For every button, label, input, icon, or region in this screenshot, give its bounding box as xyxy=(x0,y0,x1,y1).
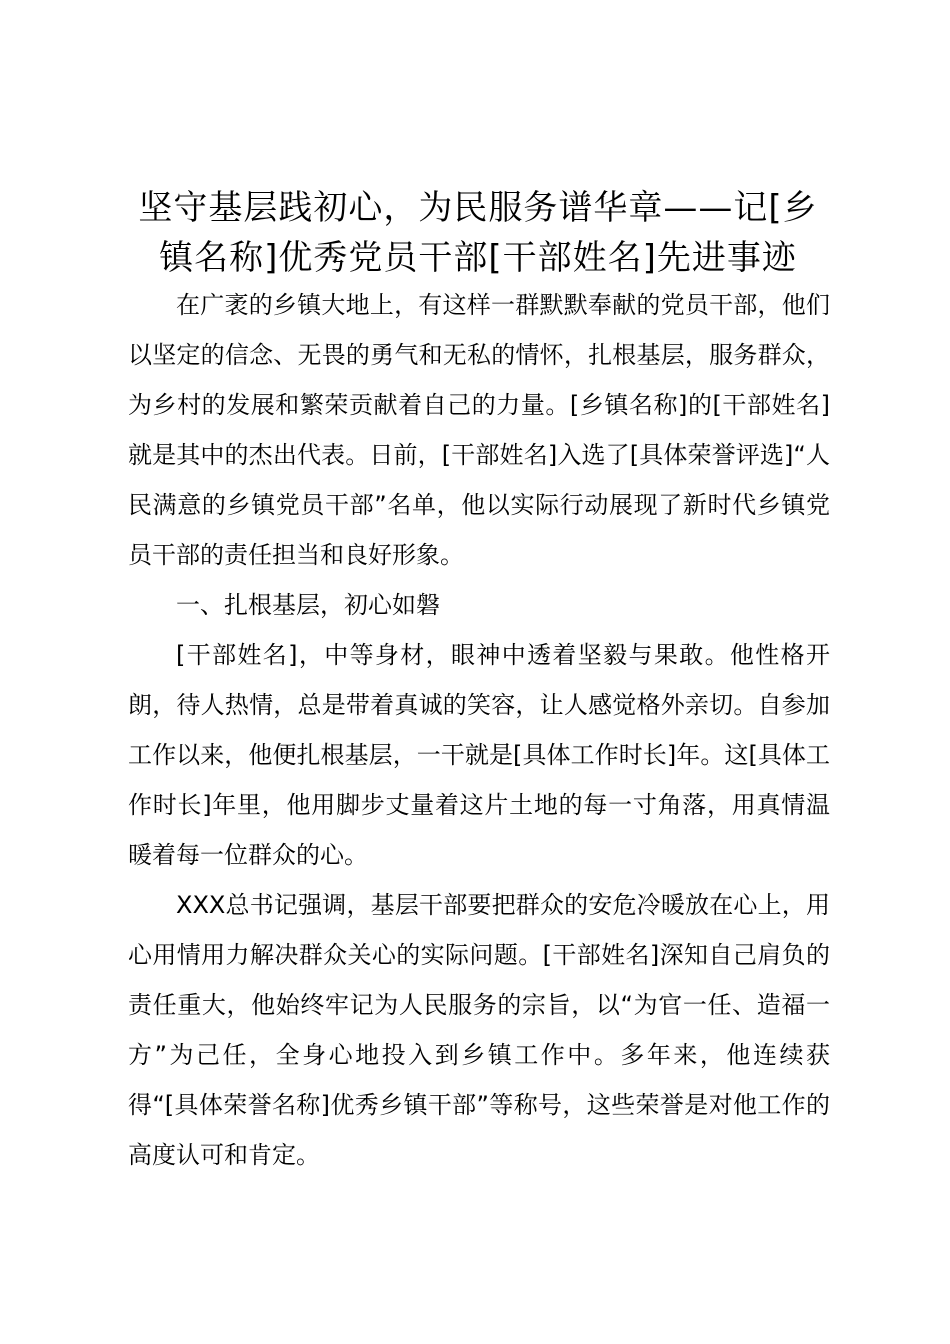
intro-paragraph: 在广袤的乡镇大地上，有这样一群默默奉献的党员干部，他们以坚定的信念、无畏的勇气和无私的情怀，扎根基层，服务群众，为乡村的发展和繁荣贡献着自己的力量。[乡镇名称]的[干部姓名]就是其中的杰出代表。日前，[干部姓名]入选了[具体荣誉评选]“人民满意的乡镇党员干部”名单，他以实际行动展现了新时代乡镇党员干部的责任担当和良好形象。 xyxy=(128,291,830,569)
body-paragraph: XXX总书记强调，基层干部要把群众的安危冷暖放在心上，用心用情用力解决群众关心的实际问题。[干部姓名]深知自己肩负的责任重大，他始终牢记为人民服务的宗旨，以“为官一任、造福一方”为己任，全身心地投入到乡镇工作中。多年来，他连续获得“[具体荣誉名称]优秀乡镇干部”等称号，这些荣誉是对他工作的高度认可和肯定。 xyxy=(128,891,830,1169)
document-title: 坚守基层践初心，为民服务谱华章——记[乡镇名称]优秀党员干部[干部姓名]先进事迹 xyxy=(138,188,818,278)
section-heading: 一、扎根基层，初心如磐 xyxy=(176,591,440,619)
document-body xyxy=(128,280,830,1180)
body-paragraph: [干部姓名]，中等身材，眼神中透着坚毅与果敢。他性格开朗，待人热情，总是带着真诚的笑容，让人感觉格外亲切。自参加工作以来，他便扎根基层，一干就是[具体工作时长]年。这[具体工作时长]年里，他用脚步丈量着这片土地的每一寸角落，用真情温暖着每一位群众的心。 xyxy=(128,641,830,869)
